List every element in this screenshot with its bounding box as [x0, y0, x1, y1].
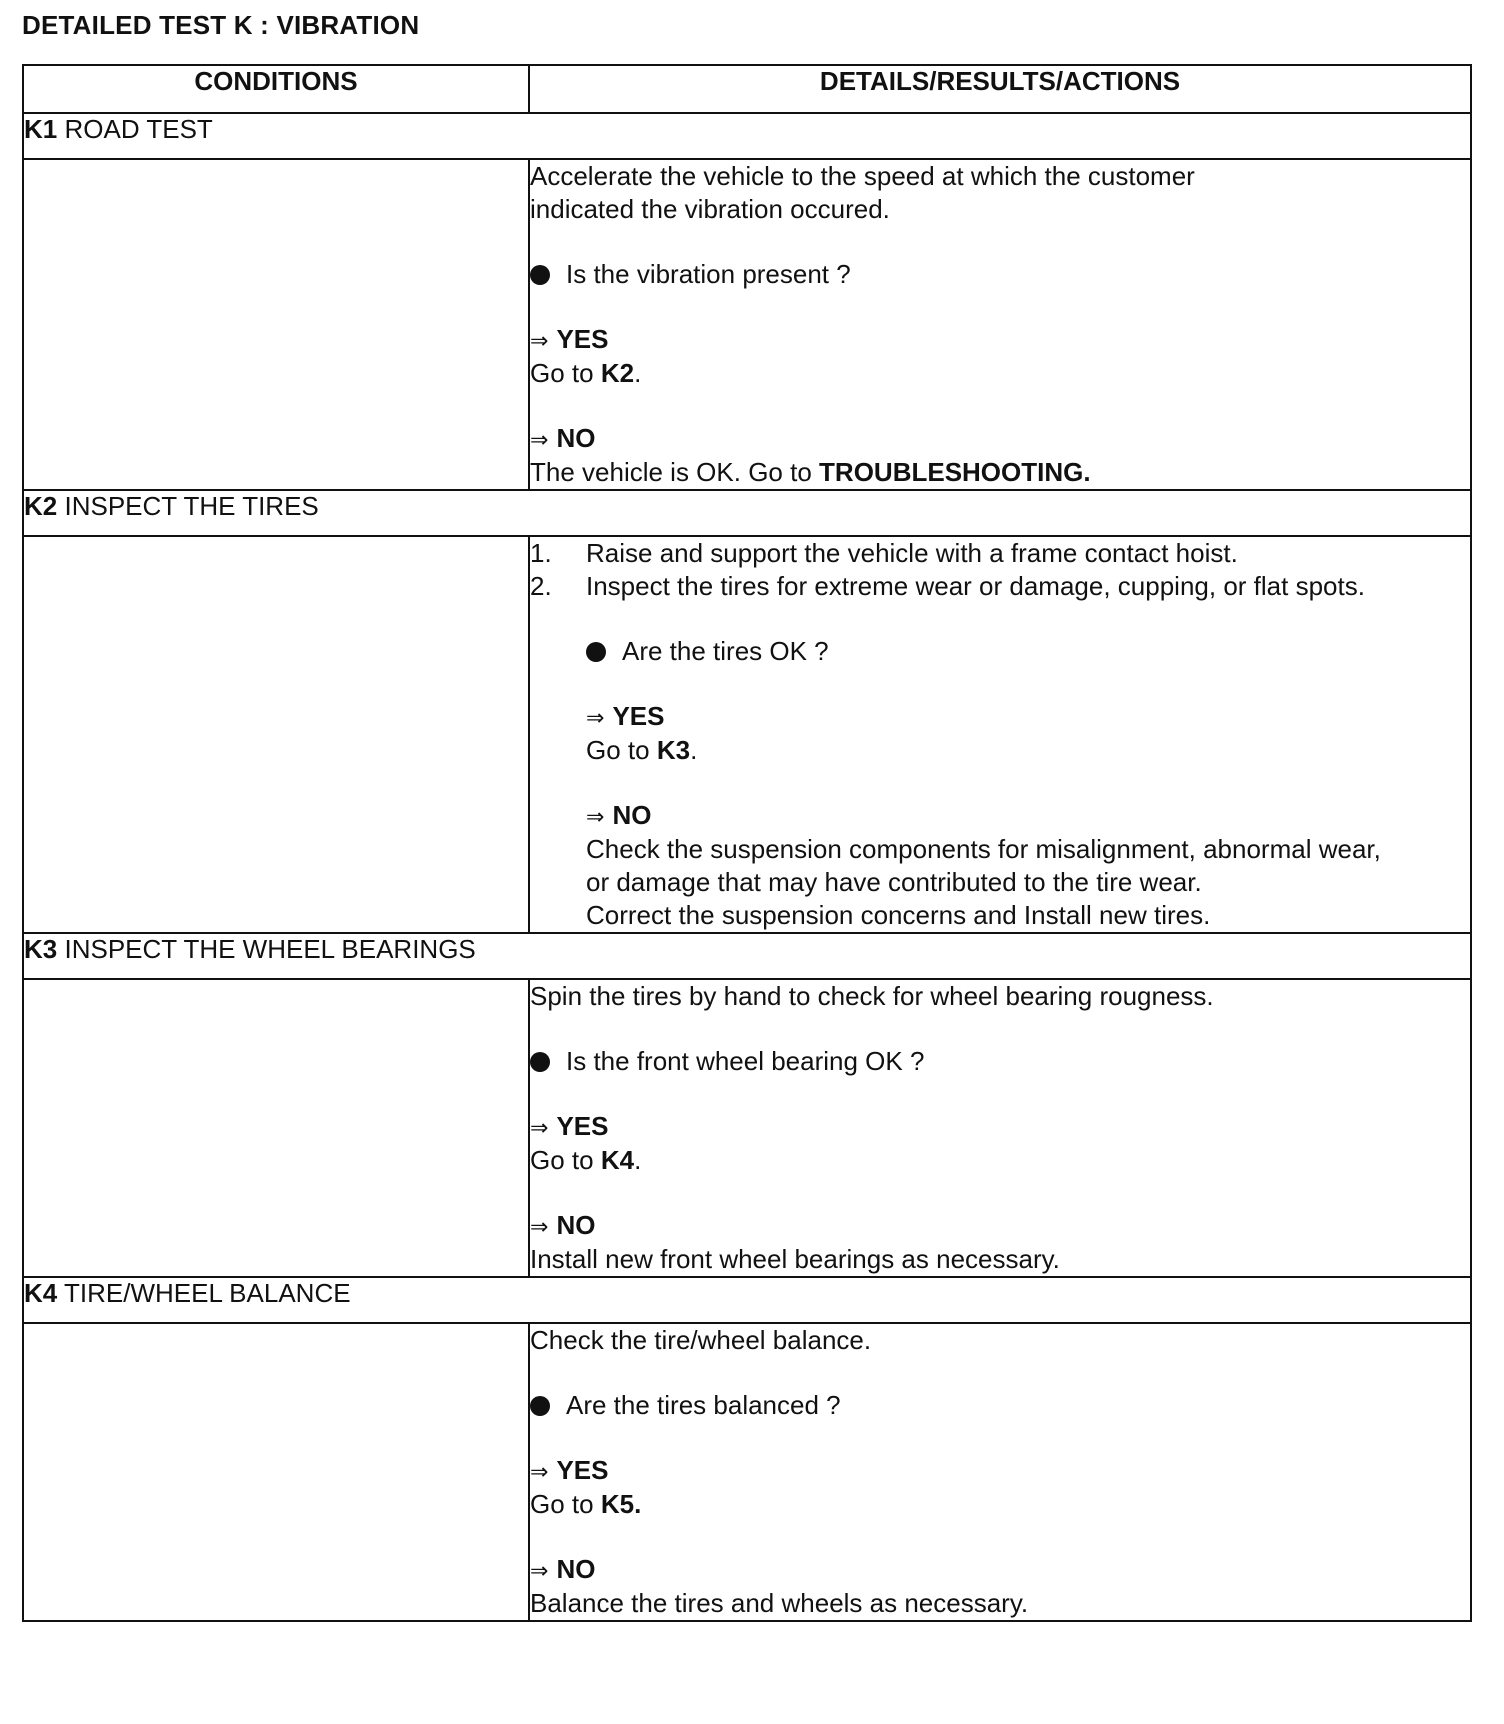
- no-label: ⇒ NO: [530, 423, 596, 453]
- implies-arrow-icon: ⇒: [530, 1459, 549, 1484]
- list-item: 2. Inspect the tires for extreme wear or damage, cupping, or flat spots.: [530, 571, 1365, 601]
- step-k4-details: [529, 1323, 1471, 1621]
- step-k3-details: [529, 979, 1471, 1277]
- step-name: INSPECT THE TIRES: [64, 491, 319, 521]
- bullet-icon: [530, 265, 550, 285]
- step-k2-row: [23, 536, 1471, 933]
- instruction-text: Accelerate the vehicle to the speed at which the customer: [530, 161, 1195, 191]
- step-code: K1: [24, 114, 58, 144]
- no-action-line: or damage that may have contributed to the tire wear.: [586, 867, 1202, 897]
- step-reference: K3: [656, 735, 691, 765]
- yes-action: Go to K3.: [586, 735, 698, 765]
- implies-arrow-icon: ⇒: [530, 1115, 549, 1140]
- step-k3-row: [23, 979, 1471, 1277]
- step-k3-conditions: [23, 979, 529, 1277]
- step-name: TIRE/WHEEL BALANCE: [64, 1278, 351, 1308]
- step-k2-title: [23, 490, 1471, 536]
- step-name: INSPECT THE WHEEL BEARINGS: [64, 934, 476, 964]
- step-k4-row: [23, 1323, 1471, 1621]
- step-k1-header-row: [23, 113, 1471, 159]
- no-action: Balance the tires and wheels as necessary.: [530, 1588, 1029, 1618]
- step-reference: K5.: [600, 1489, 642, 1519]
- step-k1-title: [23, 113, 1471, 159]
- step-k1-conditions: [23, 159, 529, 490]
- header-row: [23, 65, 1471, 113]
- yes-label: ⇒ YES: [530, 1111, 609, 1141]
- step-k2-header-row: [23, 490, 1471, 536]
- bullet-icon: [530, 1052, 550, 1072]
- bullet-icon: [530, 1396, 550, 1416]
- step-k2-details: [529, 536, 1471, 933]
- implies-arrow-icon: ⇒: [530, 1214, 549, 1239]
- question: Are the tires OK ?: [586, 635, 1470, 668]
- yes-label: ⇒ YES: [530, 324, 609, 354]
- no-label: ⇒ NO: [530, 1210, 596, 1240]
- yes-action: Go to K2.: [530, 358, 642, 388]
- no-action-line: Correct the suspension concerns and Install new tires.: [586, 900, 1211, 930]
- step-k3-title: [23, 933, 1471, 979]
- list-item: 1. Raise and support the vehicle with a frame contact hoist.: [530, 538, 1238, 568]
- implies-arrow-icon: ⇒: [586, 705, 605, 730]
- details-header: DETAILS/RESULTS/ACTIONS: [529, 65, 1471, 113]
- no-action: The vehicle is OK. Go to TROUBLESHOOTING.: [530, 457, 1091, 487]
- step-k1-details: [529, 159, 1471, 490]
- step-k4-conditions: [23, 1323, 529, 1621]
- step-k2-conditions: [23, 536, 529, 933]
- no-action-line: Check the suspension components for misalignment, abnormal wear,: [586, 834, 1381, 864]
- no-label: ⇒ NO: [530, 1554, 596, 1584]
- step-reference: K2: [600, 358, 635, 388]
- no-label: ⇒ NO: [586, 800, 652, 830]
- step-code: K2: [24, 491, 58, 521]
- yes-label: ⇒ YES: [586, 701, 665, 731]
- no-action: Install new front wheel bearings as necessary.: [530, 1244, 1060, 1274]
- bullet-icon: [586, 642, 606, 662]
- question: Are the tires balanced ?: [530, 1389, 1470, 1422]
- step-name: ROAD TEST: [64, 114, 213, 144]
- yes-label: ⇒ YES: [530, 1455, 609, 1485]
- step-k3-header-row: [23, 933, 1471, 979]
- implies-arrow-icon: ⇒: [586, 804, 605, 829]
- yes-action: Go to K5.: [530, 1489, 642, 1519]
- question: Is the vibration present ?: [530, 258, 1470, 291]
- step-k1-row: [23, 159, 1471, 490]
- question: Is the front wheel bearing OK ?: [530, 1045, 1470, 1078]
- step-reference: TROUBLESHOOTING.: [819, 457, 1091, 487]
- step-k4-header-row: [23, 1277, 1471, 1323]
- implies-arrow-icon: ⇒: [530, 427, 549, 452]
- step-k4-title: [23, 1277, 1471, 1323]
- yes-action: Go to K4.: [530, 1145, 642, 1175]
- implies-arrow-icon: ⇒: [530, 1558, 549, 1583]
- step-code: K3: [24, 934, 58, 964]
- step-code: K4: [24, 1278, 58, 1308]
- conditions-header: CONDITIONS: [23, 65, 529, 113]
- implies-arrow-icon: ⇒: [530, 328, 549, 353]
- instruction-text: Check the tire/wheel balance.: [530, 1325, 872, 1355]
- diagnostic-table: [22, 64, 1472, 1622]
- instruction-text: indicated the vibration occured.: [530, 194, 890, 224]
- instruction-text: Spin the tires by hand to check for wheel bearing rougness.: [530, 981, 1214, 1011]
- step-reference: K4: [600, 1145, 635, 1175]
- page-title: DETAILED TEST K : VIBRATION: [22, 10, 420, 40]
